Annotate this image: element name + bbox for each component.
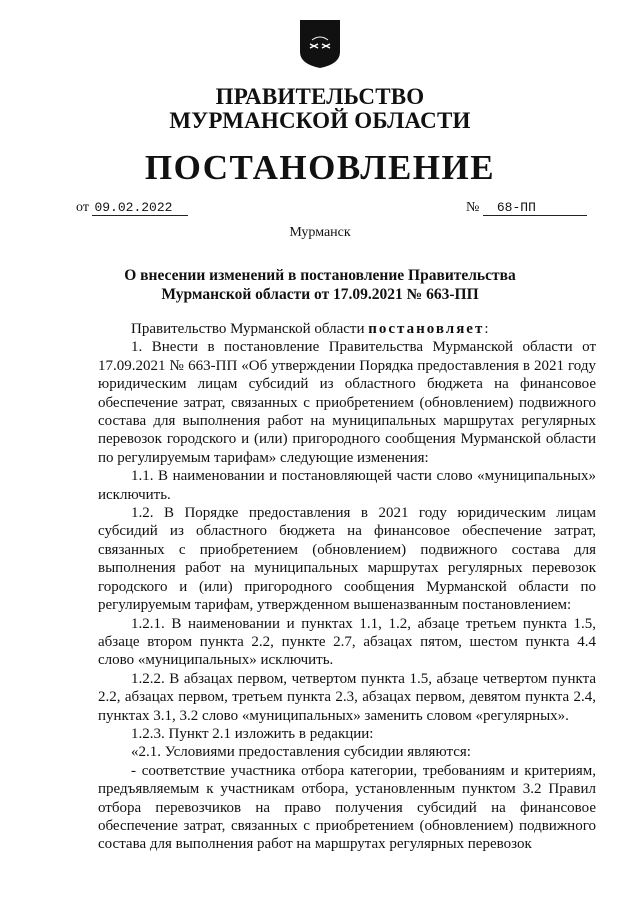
paragraph-2-1: «2.1. Условиями предоставления субсидии являются: [131, 744, 471, 761]
paragraph-1-1: 1.1. В наименовании и постановляющей части слово «муниципальных» исключить. [98, 468, 596, 503]
government-name-line1: ПРАВИТЕЛЬСТВО [215, 84, 425, 109]
paragraph-2-1-a: - соответствие участника отбора категории, требованиям и критериям, предъявляемым к участникам отбора, установленным пунктом 3.2 Правил отбора перевозчиков на право получения субсидий на финансовое обеспечение затрат, связанных с приобретением (обновлением) подвижного состава для выполнения работ на маршрутах регулярных перевозок [98, 762, 596, 853]
decree-body [98, 320, 596, 854]
intro-end: : [484, 321, 489, 337]
paragraph-1-2-2: 1.2.2. В абзацах первом, четвертом пункта 1.5, абзаце четвертом пункта 2.2, абзацах первом, третьем пункта 2.3, абзацах первом, девятом пункта 2.4, пунктах 3.1, 3.2 слово «муниципальных» заменить словом «регулярных». [98, 670, 596, 724]
date-prefix: от [76, 200, 89, 215]
number-prefix: № [466, 200, 480, 215]
decree-title-line2: Мурманской области от 17.09.2021 № 663-ПП [161, 286, 479, 303]
intro-paragraph [98, 320, 596, 338]
government-name-line2: МУРМАНСКОЙ ОБЛАСТИ [169, 108, 471, 133]
coat-of-arms-icon [298, 18, 342, 70]
paragraph-1-2-1: 1.2.1. В наименовании и пунктах 1.1, 1.2, абзаце третьем пункта 1.5, абзаце втором пункта 2.2, пункте 2.7, абзацах пятом, шестом пункта 4.4 слово «муниципальных» исключить. [98, 615, 596, 669]
city-name: Мурманск [289, 225, 351, 240]
date-value: 09.02.2022 [92, 200, 188, 216]
decree-title-line1: О внесении изменений в постановление Правительства [124, 267, 516, 284]
paragraph-1-2-3: 1.2.3. Пункт 2.1 изложить в редакции: [131, 725, 374, 742]
intro-spaced-word: постановляет [368, 321, 485, 337]
decree-number [466, 200, 587, 216]
decree-date [76, 200, 188, 216]
document-type-title: ПОСТАНОВЛЕНИЕ [144, 148, 496, 187]
paragraph-1: 1. Внести в постановление Правительства Мурманской области от 17.09.2021 № 663-ПП «Об утверждении Порядка предоставления в 2021 году юридическим лицам субсидий из областного бюджета на финансовое обеспечение затрат, связанных с приобретением (обновлением) подвижного состава для выполнения работ на муниципальных маршрутах регулярных перевозок городского и (или) пригородного сообщения Мурманской области по регулируемым тарифам» следующие изменения: [98, 339, 596, 466]
intro-start: Правительство Мурманской области [131, 321, 369, 337]
number-value: 68-ПП [483, 200, 587, 216]
decree-title [90, 266, 550, 304]
paragraph-1-2: 1.2. В Порядке предоставления в 2021 году юридическим лицам субсидий из областного бюджета на финансовое обеспечение затрат, связанных с приобретением (обновлением) подвижного состава для выполнения работ на муниципальных маршрутах регулярных перевозок городского и (или) пригородного сообщения Мурманской области по регулируемым тарифам, утвержденном вышеназванным постановлением: [98, 505, 596, 614]
